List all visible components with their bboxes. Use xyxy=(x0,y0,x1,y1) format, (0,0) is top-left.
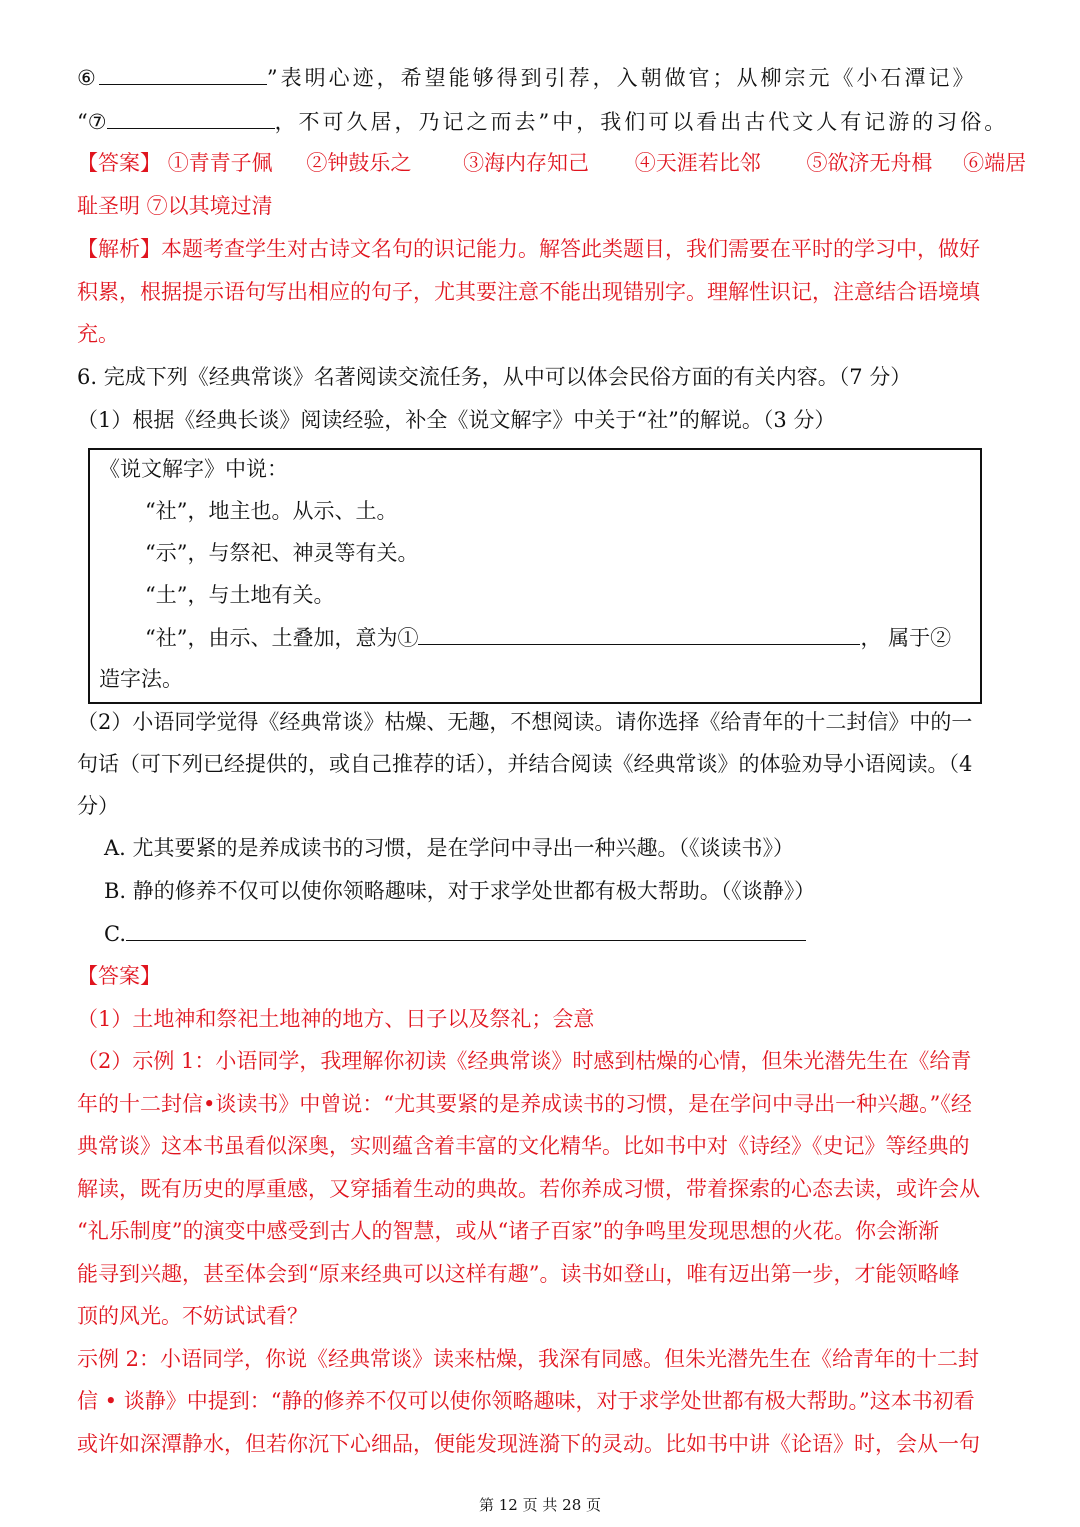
q6-answer-2-line: 信 • 谈静》中提到：“静的修养不仅可以使你领略趣味，对于求学处世都有极大帮助。”这本书初看 xyxy=(77,1389,975,1413)
shuowen-box xyxy=(88,448,982,704)
answer-blank-option-c[interactable] xyxy=(126,918,806,941)
fill-line-6 xyxy=(77,62,1007,93)
answer-item: ①青青子佩 xyxy=(167,151,273,175)
box-intro: 《说文解字》中说： xyxy=(99,457,288,481)
footer-mid: 页 共 xyxy=(522,1496,558,1514)
box-line: “土”，与土地有关。 xyxy=(145,583,335,607)
box-line: “社”，地主也。从示、土。 xyxy=(145,499,398,523)
q6-answer-tag: 【答案】 xyxy=(77,964,161,988)
option-c-label: C. xyxy=(104,922,126,946)
analysis-tag: 【解析】 xyxy=(77,237,161,261)
q6-answer-2-line: “礼乐制度”的演变中感受到古人的智慧，或从“诸子百家”的争鸣里发现思想的火花。你会渐渐 xyxy=(77,1219,939,1243)
answer-item: ②钟鼓乐之 xyxy=(306,151,412,175)
circled-number-6: ⑥ xyxy=(77,66,99,90)
q6-answer-2-line: 或许如深潭静水，但若你沉下心细品，便能发现涟漪下的灵动。比如书中讲《论语》时，会从一句 xyxy=(77,1432,980,1456)
question-6-title: 6. 完成下列《经典常谈》名著阅读交流任务，从中可以体会民俗方面的有关内容。（7 分） xyxy=(77,365,912,389)
q5-analysis-line xyxy=(77,234,1007,264)
q6-answer-1: （1）土地神和祭祀土地神的地方、日子以及祭礼；会意 xyxy=(77,1007,595,1031)
answer-blank-meaning[interactable] xyxy=(418,622,860,645)
analysis-text: 本题考查学生对古诗文名句的识记能力。解答此类题目，我们需要在平时的学习中，做好 xyxy=(161,237,980,261)
box-fill-prefix: “社”，由示、土叠加，意为① xyxy=(145,626,419,650)
q6-answer-2-line: 年的十二封信•谈读书》中曾说：“尤其要紧的是养成读书的习惯，是在学问中寻出一种兴趣。”《经 xyxy=(77,1092,972,1116)
box-line: “示”，与祭祀、神灵等有关。 xyxy=(145,541,419,565)
question-6-part-2: 分） xyxy=(77,794,119,818)
option-b: B. 静的修养不仅可以使你领略趣味，对于求学处世都有极大帮助。（《谈静》） xyxy=(104,879,816,903)
box-fill-suffix: ， 属于② xyxy=(860,626,952,650)
box-fill-line xyxy=(145,622,951,653)
q6-answer-2-line: 能寻到兴趣，甚至体会到“原来经典可以这样有趣”。读书如登山，唯有迈出第一步，才能领略峰 xyxy=(77,1262,960,1286)
fill-line-7-text: ，不可久居，乃记之而去”中，我们可以看出古代文人有记游的习俗。 xyxy=(274,110,1009,134)
q6-answer-2-line: 示例 2：小语同学，你说《经典常谈》读来枯燥，我深有同感。但朱光潜先生在《给青年的十二封 xyxy=(77,1347,980,1371)
page-footer xyxy=(0,1494,1080,1515)
fill-line-6-text: ”表明心迹，希望能够得到引荐，入朝做官；从柳宗元《小石潭记》 xyxy=(266,66,977,90)
box-line: 造字法。 xyxy=(99,667,183,691)
q6-answer-2-line: 顶的风光。不妨试试看？ xyxy=(77,1304,308,1328)
page-number: 12 xyxy=(498,1496,518,1514)
q6-answer-2-line: 解读，既有历史的厚重感，又穿插着生动的典故。若你养成习惯，带着探索的心态去读，或许会从 xyxy=(77,1177,980,1201)
answer-blank-6[interactable] xyxy=(99,62,267,85)
analysis-text: 积累，根据提示语句写出相应的句子，尤其要注意不能出现错别字。理解性识记，注意结合语境填 xyxy=(77,280,980,304)
circled-number-7: “⑦ xyxy=(77,110,107,134)
footer-prefix: 第 xyxy=(478,1496,494,1514)
option-a: A. 尤其要紧的是养成读书的习惯，是在学问中寻出一种兴趣。（《谈读书》） xyxy=(104,836,795,860)
question-6-part-2: （2）小语同学觉得《经典常谈》枯燥、无趣，不想阅读。请你选择《给青年的十二封信》中的一 xyxy=(77,710,973,734)
answer-item: ⑤欲济无舟楫 xyxy=(806,151,933,175)
q6-answer-2-line: （2）示例 1：小语同学，我理解你初读《经典常谈》时感到枯燥的心情，但朱光潜先生在《给青 xyxy=(77,1049,972,1073)
option-c xyxy=(104,918,1034,949)
fill-line-7 xyxy=(77,106,1007,137)
question-6-part-2: 句话（可下列已经提供的，或自己推荐的话），并结合阅读《经典常谈》的体验劝导小语阅读。（4 xyxy=(77,752,973,776)
answer-tag: 【答案】 xyxy=(77,151,161,175)
q6-answer-2-line: 典常谈》这本书虽看似深奥，实则蕴含着丰富的文化精华。比如书中对《诗经》《史记》等经典的 xyxy=(77,1134,970,1158)
analysis-text: 充。 xyxy=(77,322,119,346)
question-6-part-1: （1）根据《经典长谈》阅读经验，补全《说文解字》中关于“社”的解说。（3 分） xyxy=(77,408,836,432)
answer-item: ④天涯若比邻 xyxy=(634,151,761,175)
footer-suffix: 页 xyxy=(586,1496,602,1514)
page-total: 28 xyxy=(562,1496,582,1514)
answer-item: ⑥端居 xyxy=(963,151,1027,175)
answer-blank-7[interactable] xyxy=(107,106,275,129)
answer-item: ③海内存知己 xyxy=(463,151,590,175)
q5-answer-line xyxy=(77,148,1027,178)
q5-answer-line-2: 耻圣明 ⑦以其境过清 xyxy=(77,194,273,218)
